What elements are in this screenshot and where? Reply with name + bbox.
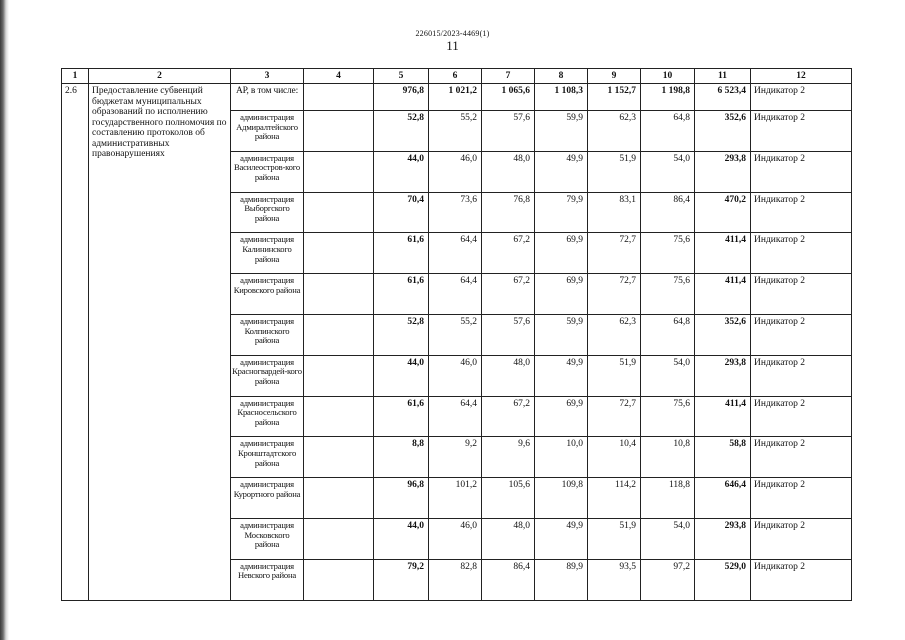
value-cell: 1 108,3 <box>535 84 588 111</box>
source-cell <box>304 355 374 396</box>
value-cell: 86,4 <box>482 559 535 600</box>
column-header: 8 <box>535 69 588 84</box>
indicator-cell: Индикатор 2 <box>751 355 852 396</box>
value-cell: 72,7 <box>588 274 641 315</box>
value-cell: 49,9 <box>535 151 588 192</box>
value-cell: 49,9 <box>535 355 588 396</box>
value-cell: 55,2 <box>429 111 482 152</box>
indicator-cell: Индикатор 2 <box>751 111 852 152</box>
row-number-cell: 2.6 <box>62 84 89 601</box>
source-cell <box>304 437 374 478</box>
value-cell: 93,5 <box>588 559 641 600</box>
source-cell <box>304 84 374 111</box>
total-cell: 293,8 <box>695 151 751 192</box>
total-cell: 293,8 <box>695 518 751 559</box>
value-cell: 61,6 <box>374 274 429 315</box>
value-cell: 70,4 <box>374 192 429 233</box>
value-cell: 64,8 <box>641 111 695 152</box>
indicator-cell: Индикатор 2 <box>751 559 852 600</box>
value-cell: 101,2 <box>429 478 482 519</box>
value-cell: 54,0 <box>641 518 695 559</box>
value-cell: 67,2 <box>482 396 535 437</box>
value-cell: 52,8 <box>374 111 429 152</box>
value-cell: 57,6 <box>482 111 535 152</box>
column-header: 7 <box>482 69 535 84</box>
executor-cell: администрация Кировского района <box>231 274 304 315</box>
description-cell: Предоставление субвенций бюджетам муниципальных образований по исполнению государственного полномочия по составлению протоколов об административных правонарушениях <box>89 84 231 601</box>
total-cell: 470,2 <box>695 192 751 233</box>
scan-edge-shadow <box>0 0 9 640</box>
value-cell: 54,0 <box>641 355 695 396</box>
value-cell: 976,8 <box>374 84 429 111</box>
table-body <box>62 84 852 601</box>
column-header: 4 <box>304 69 374 84</box>
total-cell: 352,6 <box>695 314 751 355</box>
value-cell: 79,2 <box>374 559 429 600</box>
total-cell: 411,4 <box>695 233 751 274</box>
value-cell: 83,1 <box>588 192 641 233</box>
value-cell: 44,0 <box>374 151 429 192</box>
executor-cell: администрация Курортного района <box>231 478 304 519</box>
value-cell: 62,3 <box>588 314 641 355</box>
executor-cell: администрация Василеостров-кого района <box>231 151 304 192</box>
value-cell: 105,6 <box>482 478 535 519</box>
indicator-cell: Индикатор 2 <box>751 151 852 192</box>
source-cell <box>304 559 374 600</box>
value-cell: 8,8 <box>374 437 429 478</box>
executor-cell: администрация Невского района <box>231 559 304 600</box>
value-cell: 54,0 <box>641 151 695 192</box>
source-cell <box>304 478 374 519</box>
value-cell: 1 152,7 <box>588 84 641 111</box>
executor-cell: администрация Кронштадтского района <box>231 437 304 478</box>
column-header: 9 <box>588 69 641 84</box>
value-cell: 73,6 <box>429 192 482 233</box>
source-cell <box>304 518 374 559</box>
value-cell: 10,0 <box>535 437 588 478</box>
value-cell: 51,9 <box>588 151 641 192</box>
indicator-cell: Индикатор 2 <box>751 518 852 559</box>
column-header: 11 <box>695 69 751 84</box>
source-cell <box>304 396 374 437</box>
value-cell: 89,9 <box>535 559 588 600</box>
value-cell: 109,8 <box>535 478 588 519</box>
total-cell: 58,8 <box>695 437 751 478</box>
value-cell: 46,0 <box>429 355 482 396</box>
total-cell: 352,6 <box>695 111 751 152</box>
value-cell: 44,0 <box>374 518 429 559</box>
executor-cell: администрация Адмиралтейского района <box>231 111 304 152</box>
value-cell: 10,4 <box>588 437 641 478</box>
total-cell: 529,0 <box>695 559 751 600</box>
value-cell: 72,7 <box>588 396 641 437</box>
value-cell: 69,9 <box>535 233 588 274</box>
total-cell: 646,4 <box>695 478 751 519</box>
executor-cell: администрация Красносельского района <box>231 396 304 437</box>
value-cell: 96,8 <box>374 478 429 519</box>
total-cell: 411,4 <box>695 274 751 315</box>
value-cell: 1 065,6 <box>482 84 535 111</box>
indicator-cell: Индикатор 2 <box>751 192 852 233</box>
executor-cell: администрация Калининского района <box>231 233 304 274</box>
total-cell: 6 523,4 <box>695 84 751 111</box>
value-cell: 114,2 <box>588 478 641 519</box>
value-cell: 55,2 <box>429 314 482 355</box>
value-cell: 59,9 <box>535 111 588 152</box>
table-header-row <box>62 69 852 84</box>
total-cell: 293,8 <box>695 355 751 396</box>
indicator-cell: Индикатор 2 <box>751 478 852 519</box>
value-cell: 64,8 <box>641 314 695 355</box>
value-cell: 86,4 <box>641 192 695 233</box>
value-cell: 72,7 <box>588 233 641 274</box>
indicator-cell: Индикатор 2 <box>751 84 852 111</box>
document-id: 226015/2023-4469(1) <box>415 29 490 38</box>
value-cell: 64,4 <box>429 274 482 315</box>
value-cell: 48,0 <box>482 355 535 396</box>
value-cell: 59,9 <box>535 314 588 355</box>
value-cell: 44,0 <box>374 355 429 396</box>
value-cell: 62,3 <box>588 111 641 152</box>
column-header: 12 <box>751 69 852 84</box>
source-cell <box>304 192 374 233</box>
column-header: 1 <box>62 69 89 84</box>
executor-cell: администрация Выборгского района <box>231 192 304 233</box>
total-cell: 411,4 <box>695 396 751 437</box>
value-cell: 64,4 <box>429 396 482 437</box>
value-cell: 79,9 <box>535 192 588 233</box>
indicator-cell: Индикатор 2 <box>751 314 852 355</box>
value-cell: 69,9 <box>535 396 588 437</box>
column-header: 3 <box>231 69 304 84</box>
value-cell: 51,9 <box>588 355 641 396</box>
source-cell <box>304 151 374 192</box>
value-cell: 75,6 <box>641 274 695 315</box>
value-cell: 52,8 <box>374 314 429 355</box>
value-cell: 67,2 <box>482 274 535 315</box>
indicator-cell: Индикатор 2 <box>751 437 852 478</box>
column-header: 5 <box>374 69 429 84</box>
value-cell: 57,6 <box>482 314 535 355</box>
value-cell: 76,8 <box>482 192 535 233</box>
executor-cell: администрация Красногвардей-кого района <box>231 355 304 396</box>
page-number: 11 <box>446 38 459 53</box>
value-cell: 1 198,8 <box>641 84 695 111</box>
column-header: 6 <box>429 69 482 84</box>
value-cell: 10,8 <box>641 437 695 478</box>
value-cell: 48,0 <box>482 151 535 192</box>
value-cell: 48,0 <box>482 518 535 559</box>
executor-cell: АР, в том числе: <box>231 84 304 111</box>
value-cell: 69,9 <box>535 274 588 315</box>
indicator-cell: Индикатор 2 <box>751 396 852 437</box>
budget-table <box>61 68 852 601</box>
value-cell: 9,6 <box>482 437 535 478</box>
value-cell: 75,6 <box>641 233 695 274</box>
executor-cell: администрация Колпинского района <box>231 314 304 355</box>
source-cell <box>304 314 374 355</box>
value-cell: 75,6 <box>641 396 695 437</box>
source-cell <box>304 274 374 315</box>
value-cell: 1 021,2 <box>429 84 482 111</box>
value-cell: 64,4 <box>429 233 482 274</box>
value-cell: 118,8 <box>641 478 695 519</box>
value-cell: 67,2 <box>482 233 535 274</box>
value-cell: 51,9 <box>588 518 641 559</box>
column-header: 2 <box>89 69 231 84</box>
indicator-cell: Индикатор 2 <box>751 233 852 274</box>
value-cell: 46,0 <box>429 151 482 192</box>
value-cell: 46,0 <box>429 518 482 559</box>
value-cell: 49,9 <box>535 518 588 559</box>
source-cell <box>304 111 374 152</box>
column-header: 10 <box>641 69 695 84</box>
table-row <box>62 84 852 111</box>
indicator-cell: Индикатор 2 <box>751 274 852 315</box>
value-cell: 82,8 <box>429 559 482 600</box>
source-cell <box>304 233 374 274</box>
value-cell: 61,6 <box>374 233 429 274</box>
executor-cell: администрация Московского района <box>231 518 304 559</box>
value-cell: 61,6 <box>374 396 429 437</box>
value-cell: 97,2 <box>641 559 695 600</box>
value-cell: 9,2 <box>429 437 482 478</box>
